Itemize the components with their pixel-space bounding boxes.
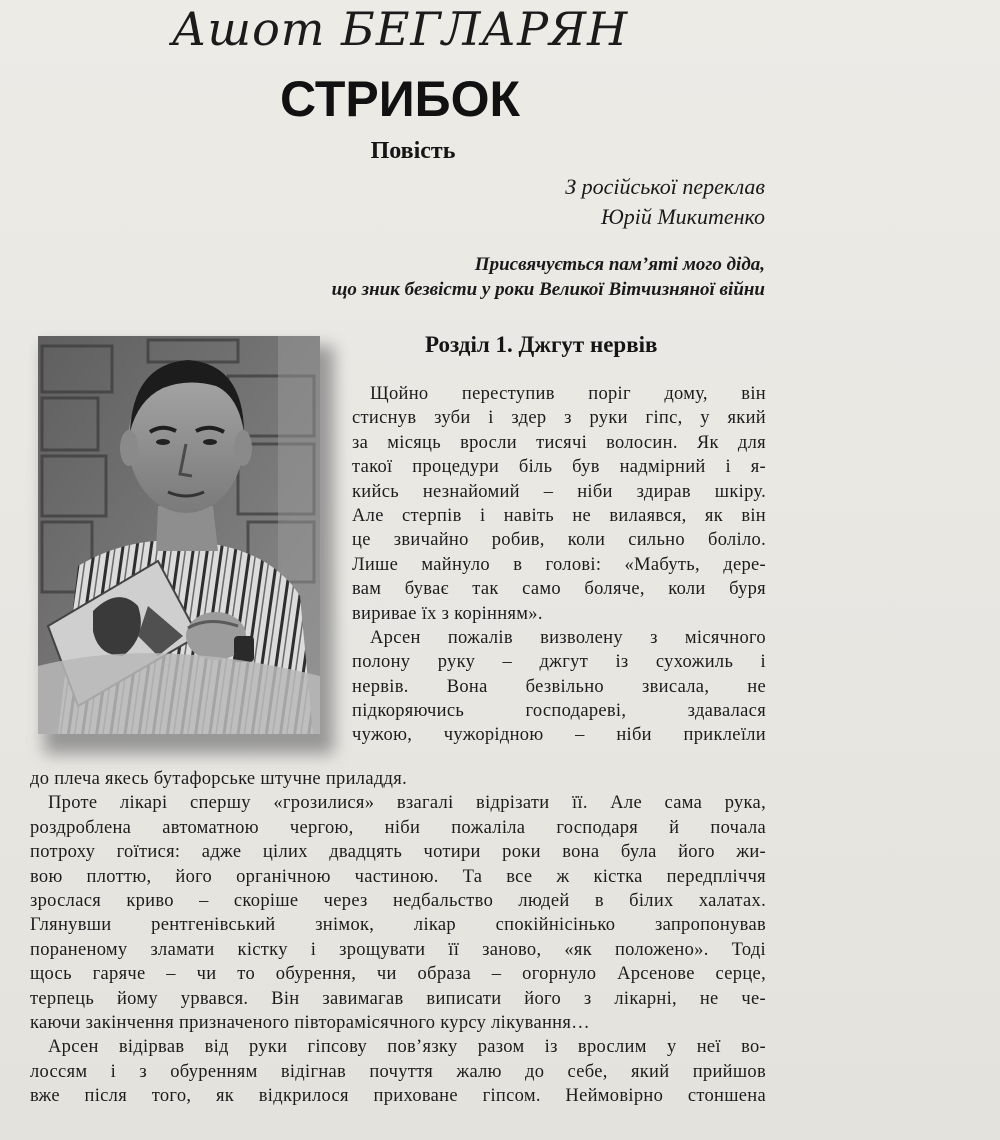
- text-line: виривае їх з корінням».: [352, 603, 543, 624]
- text-line: Арсен пожалів визволену з місячного: [370, 627, 766, 648]
- story-title: СТРИБОК: [279, 71, 521, 127]
- text-line: Арсен відірвав від руки гіпсову пов’язку разом із врослим у неї во-: [48, 1037, 766, 1058]
- text-line: такої процедури біль був надмірний і я-: [352, 457, 766, 478]
- text-line: полону руку – джгут із сухожиль і: [352, 652, 766, 673]
- text-line: вже після того, як відкрилося приховане гіпсом. Неймовірно стоншена: [30, 1086, 766, 1107]
- text-line: каючи закінчення призначеного півторамісячного курсу лікування…: [30, 1012, 590, 1033]
- translator-line-1: З російської переклав: [565, 174, 765, 199]
- text-line: роздроблена автоматною чергою, ніби пожаліла господаря й почала: [30, 817, 766, 838]
- text-line: Щойно переступив поріг дому, він: [370, 384, 766, 404]
- text-line: вою плоттю, його органічною частиною. Та все ж кістка передпліччя: [30, 866, 766, 887]
- genre-label: Повість: [370, 138, 456, 164]
- text-line: лоссям і з обуренням відігнав почуття жалю до себе, який прийшов: [30, 1061, 766, 1082]
- author-photo-illustration: [38, 336, 320, 734]
- text-line: щось гаряче – чи то обурення, чи образа – огорнуло Арсенове серце,: [30, 964, 766, 985]
- author-photo: [38, 336, 320, 734]
- translator-credit: [565, 172, 765, 232]
- author-name: Ашот БЕГЛАРЯН: [171, 2, 629, 56]
- text-body-full-width: [30, 767, 766, 1108]
- text-column-right: [352, 382, 766, 748]
- text-line: Проте лікарі спершу «грозилися» взагалі відрізати її. Але сама рука,: [48, 793, 766, 814]
- text-line: Лише майнуло в голові: «Мабуть, дере-: [352, 554, 766, 575]
- text-line: потроху гоїтися: адже цілих двадцять чотири роки вона була його жи-: [30, 842, 766, 863]
- text-line: нервів. Вона безвільно звисала, не: [352, 676, 766, 697]
- chapter-heading: Розділ 1. Джгут нервів: [425, 332, 658, 357]
- text-line: до плеча якесь бутафорське штучне приладдя.: [30, 769, 408, 789]
- translator-line-2: Юрій Микитенко: [601, 204, 765, 229]
- dedication-line-2: що зник безвісти у роки Великої Вітчизняної війни: [331, 279, 765, 300]
- text-line: це звичайно робив, коли сильно боліло.: [352, 530, 766, 551]
- text-line: кийсь незнайомий – ніби здирав шкіру.: [352, 481, 766, 502]
- dedication: [332, 252, 765, 302]
- text-line: зрослася криво – скоріше через недбальство людей в білих халатах.: [30, 890, 766, 911]
- text-line: чужою, чужорідною – ніби приклеїли: [352, 725, 766, 746]
- text-line: Але стерпів і навіть не вилаявся, як він: [352, 505, 766, 526]
- dedication-line-1: Присвячується пам’яті мого діда,: [474, 254, 765, 275]
- text-line: вам буває так само боляче, коли буря: [352, 579, 766, 600]
- text-line: за місяць вросли тисячі волосин. Як для: [352, 432, 766, 453]
- text-line: терпець йому урвався. Він завимагав виписати його з лікарні, не че-: [30, 988, 766, 1009]
- text-line: стиснув зуби і здер з руки гіпс, у який: [352, 408, 766, 429]
- text-line: підкоряючись господареві, здавалася: [352, 701, 766, 722]
- text-line: пораненому зламати кістку і зрощувати її заново, «як положено». Тоді: [30, 939, 766, 960]
- text-line: Глянувши рентгенівський знімок, лікар спокійнісінько запропонував: [30, 915, 766, 936]
